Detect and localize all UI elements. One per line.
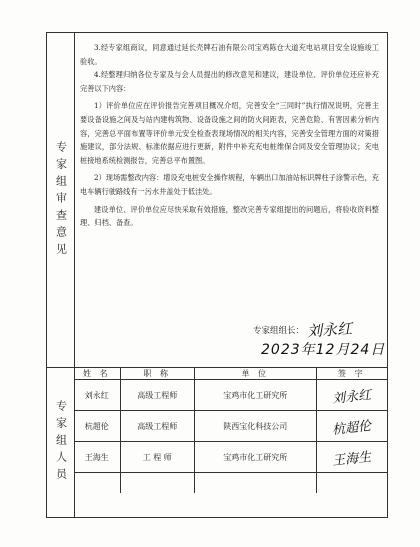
- member-unit: 宝鸡市化工研究所: [194, 442, 316, 473]
- table-row: [74, 411, 387, 442]
- table-row: [74, 442, 387, 473]
- opinion-body: [80, 41, 379, 230]
- member-name: 杭超伦: [74, 411, 120, 442]
- member-signature: 刘永红: [331, 387, 373, 407]
- header-name: 姓 名: [74, 367, 120, 380]
- member-signature-cell: [316, 380, 387, 411]
- members-table-header: [74, 367, 387, 380]
- signature-date: 2023年12月24日: [261, 342, 386, 358]
- opinion-side-label: [47, 33, 75, 367]
- member-title: 工 程 师: [120, 442, 194, 473]
- member-signature-cell: [316, 411, 387, 442]
- leader-label: 专家组组长：: [253, 325, 305, 336]
- opinion-paragraph-3: 3.经专家组商议，同意通过延长壳牌石油有限公司宝鸡陈仓大道充电站项目安全设施竣工验收。: [80, 43, 379, 66]
- table-row-empty: [74, 473, 387, 494]
- member-signature: 杭超伦: [331, 418, 373, 438]
- member-unit: 宝鸡市化工研究所: [194, 380, 316, 411]
- review-form: [46, 32, 388, 518]
- member-name: 刘永红: [74, 380, 120, 411]
- opinion-paragraph-item-1: 1）评价单位应在评价报告完善项目概况介绍，完善安全“三同时”执行情况说明，完善主要设备设施之间及与站内建构筑物、设备设施之间的防火间距表，完善危险、有害因素分析内容，完善总平面布置等评价单元安全检查表现场情况的相关内容，完善安全管理方面的对策措施建议，部分法规、标准依据应进行更新，附件中补充充电桩维保合同及安全管理协议；充电桩接地系统检测报告，完善总平布置图。: [80, 101, 379, 165]
- empty-cell: [316, 473, 387, 494]
- member-unit: 陕西宝化科技公司: [194, 411, 316, 442]
- header-signature: 签 字: [316, 367, 387, 380]
- member-title: 高级工程师: [120, 380, 194, 411]
- table-row: [74, 380, 387, 411]
- member-title: 高级工程师: [120, 411, 194, 442]
- leader-signature-row: [253, 319, 352, 340]
- member-signature-cell: [316, 442, 387, 473]
- members-side-label: [47, 367, 75, 517]
- opinion-side-label-text: 专家组审查意见: [54, 140, 68, 260]
- members-side-label-text: 专家组人员: [54, 399, 68, 485]
- opinion-paragraph-item-2: 2）现场需整改内容：增设充电桩安全操作规程，车辆出口加油站标识牌柱子涂警示色，充电车辆行驶路线有一污水井盖处于低洼处。: [80, 173, 379, 196]
- expert-members-section: [47, 367, 387, 517]
- empty-cell: [194, 473, 316, 494]
- members-table: [74, 367, 387, 493]
- header-title: 职 称: [120, 367, 194, 380]
- opinion-paragraph-closing: 建设单位、评价单位应尽快采取有效措施，整改完善专家组提出的问题后，将验收资料整理、归档、备查。: [80, 204, 379, 228]
- expert-opinion-section: [47, 33, 387, 368]
- empty-cell: [120, 473, 194, 494]
- header-unit: 单 位: [194, 367, 316, 380]
- leader-signature: 刘永红: [306, 319, 353, 341]
- opinion-paragraph-4: 4.经整理归纳各位专家及与会人员提出的修改意见和建议，建设单位、评价单位还应补充完善以下内容：: [80, 70, 379, 93]
- empty-cell: [74, 473, 120, 494]
- member-signature: 王海生: [331, 449, 373, 469]
- member-name: 王海生: [74, 442, 120, 473]
